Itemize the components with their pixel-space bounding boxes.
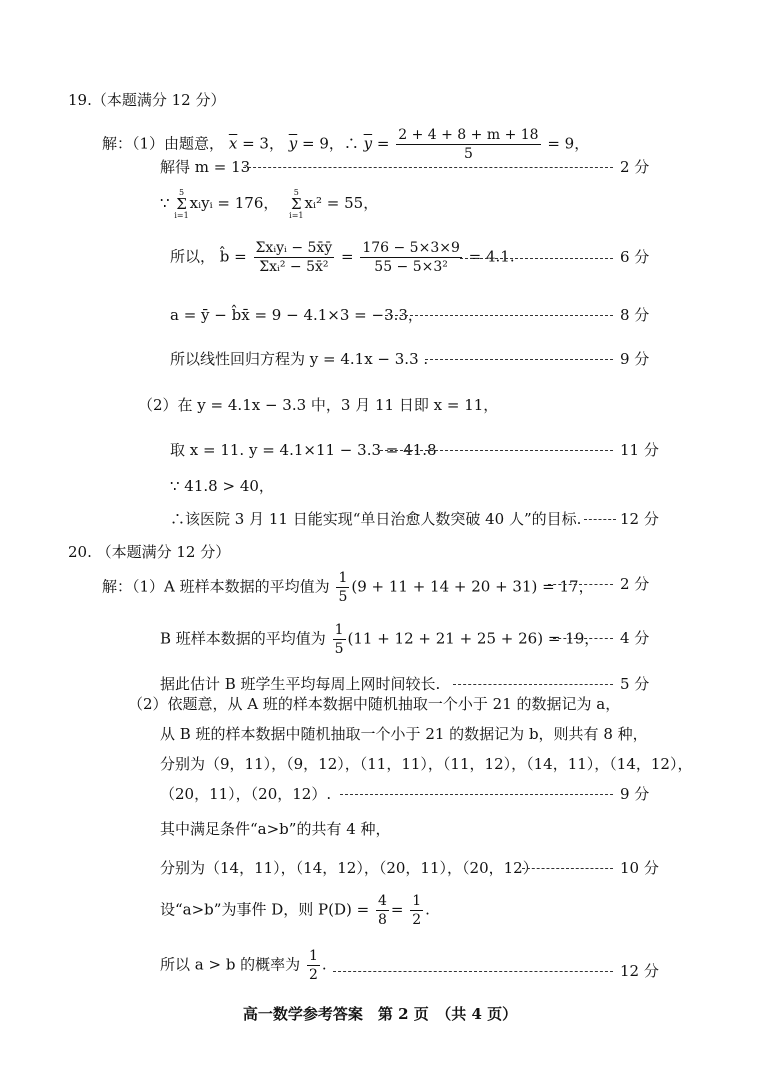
q19-b-prefix: 所以，	[170, 247, 216, 266]
q20-a-fraction	[336, 570, 349, 605]
q19-frac-den: 5	[463, 146, 473, 162]
q19-ybar2: $\overline{y}$	[363, 134, 373, 153]
sigma-icon: 5 Σ i=1	[289, 188, 304, 220]
q19-m-points: 2 分	[620, 158, 650, 176]
leader-dots	[333, 971, 613, 972]
q20-b-fraction	[333, 622, 346, 657]
q20-p2-line4: （20，11），（20，12）.	[160, 785, 332, 803]
q19-concl-line: ∴该医院 3 月 11 日能实现“单日治愈人数突破 40 人”的目标.	[170, 510, 582, 528]
q19-b-f1-den: Σxᵢ² − 5x̄²	[259, 259, 329, 275]
q19-sum-x2: xᵢ² = 55，	[304, 194, 379, 212]
leader-dots	[380, 450, 613, 451]
q20-p2-points: 9 分	[620, 785, 650, 803]
q20-a-frac-num: 1	[338, 570, 348, 586]
q20-event-frac2	[410, 893, 423, 928]
leader-dots	[553, 638, 613, 639]
q19-part1-line: 解：（1）由题意， $\overline{x} = 3$， $\overline{y} = 9$，∴ $\overline{y}$ = $\frac{2 + 4 + 8 + m + 18}{5}$ = 9，	[102, 127, 590, 162]
sigma-icon: 5 Σ i=1	[174, 188, 189, 220]
q20-a-prefix: 解：（1）A 班样本数据的平均值为	[102, 577, 330, 596]
q20-a-points: 2 分	[620, 575, 650, 593]
q20-a-expr: (9 + 11 + 14 + 20 + 31) = 17，	[351, 577, 594, 596]
q20-prob-num: 1	[308, 948, 318, 964]
q20-event-eq: =	[390, 900, 404, 919]
q20-prob-points: 12 分	[620, 962, 659, 980]
q20-a-frac-den: 5	[338, 589, 348, 605]
q19-sum-xy: xᵢyᵢ = 176，	[189, 194, 279, 212]
leader-dots	[460, 258, 613, 259]
q19-concl-points: 12 分	[620, 510, 659, 528]
leader-dots	[522, 868, 613, 869]
q20-list-line: 分别为（14，11），（14，12），（20，11），（20，12）	[160, 859, 538, 877]
q20-prob-end: .	[321, 955, 327, 974]
q19-mean-fraction	[396, 127, 540, 162]
q19-b-hat: b̂ =	[219, 247, 247, 266]
q20-header: 20. （本题满分 12 分）	[68, 543, 231, 561]
leader-dots	[385, 315, 613, 316]
q19-b-fraction2	[360, 240, 462, 275]
q19-a-line: a = ȳ − b̂x̄ = 9 − 4.1×3 = −3.3，	[170, 306, 423, 324]
q20-prob-den: 2	[308, 967, 318, 983]
leader-dots	[453, 684, 613, 685]
q20-event-prefix: 设“a>b”为事件 D，则 P(D) =	[160, 900, 370, 919]
q19-frac-eq: = 9，	[542, 134, 590, 153]
leader-dots	[340, 794, 613, 795]
q19-a-points: 8 分	[620, 306, 650, 324]
q20-cond-line: 其中满足条件“a>b”的共有 4 种，	[160, 820, 391, 838]
q19-sol-label: 解：（1）由题意，	[102, 134, 225, 153]
q19-b-result: = 4.1.	[463, 247, 515, 266]
q20-event-f1-den: 8	[377, 912, 387, 928]
q20-p2-line3: 分别为（9，11），（9，12），（11，11），（11，12），（14，11），（14，12），	[160, 755, 693, 773]
q20-est-line: 据此估计 B 班学生平均每周上网时间较长.	[160, 675, 441, 693]
q19-b-points: 6 分	[620, 248, 650, 266]
leader-dots	[425, 359, 613, 360]
q19-sums-line	[160, 188, 378, 220]
q19-b-f2-num: 176 − 5×3×9	[362, 240, 460, 256]
q20-b-frac-den: 5	[334, 641, 344, 657]
q19-because: ∵	[160, 194, 175, 212]
q19-b-f1-num: Σxᵢyᵢ − 5x̄ȳ	[255, 240, 333, 256]
q20-p2-line1: （2）依题意，从 A 班的样本数据中随机抽取一个小于 21 的数据记为 a，	[128, 695, 621, 713]
q20-prob-prefix: 所以 a > b 的概率为	[160, 955, 301, 974]
q20-prob-line	[160, 948, 327, 983]
q19-part2-line: （2）在 y = 4.1x − 3.3 中，3 月 11 日即 x = 11，	[138, 396, 499, 414]
q20-event-f2-num: 1	[412, 893, 422, 909]
q19-take-points: 11 分	[620, 441, 659, 459]
q20-b-expr: (11 + 12 + 21 + 25 + 26) = 19，	[347, 629, 600, 648]
q19-b-line: 所以， b̂ = $\frac{\text{Σxᵢyᵢ − 5x̄ȳ}}{\text{Σxᵢ² − 5x̄²}}$ = $\frac{176 - 5\times 3\times 9}{\text{55 − 5×3²}}$ = 4.1.	[170, 240, 515, 275]
q19-header: 19.（本题满分 12 分）	[68, 91, 226, 109]
q19-ybar: $\overline{y}$	[288, 134, 298, 153]
q20-event-f2-den: 2	[412, 912, 422, 928]
q20-event-end: .	[425, 900, 430, 919]
leader-dots	[243, 167, 613, 168]
q20-b-points: 4 分	[620, 629, 650, 647]
q20-est-points: 5 分	[620, 675, 650, 693]
q20-b-line	[160, 622, 599, 657]
q19-xbar-eq: = 3，	[237, 134, 284, 153]
q20-b-frac-num: 1	[334, 622, 344, 638]
q20-a-line	[102, 570, 594, 605]
page-footer: 高一数学参考答案 第 2 页 （共 4 页）	[242, 1005, 518, 1023]
q19-b-fraction1	[254, 240, 335, 275]
q20-prob-frac	[307, 948, 320, 983]
q19-eq-points: 9 分	[620, 350, 650, 368]
q20-event-f1-num: 4	[377, 893, 387, 909]
q19-ybar-eq: = 9，∴	[297, 134, 364, 153]
q19-take-line: 取 x = 11. y = 4.1×11 − 3.3 = 41.8	[170, 441, 437, 459]
q20-list-points: 10 分	[620, 859, 659, 877]
q19-m-line: 解得 m = 13	[160, 158, 251, 176]
q20-p2-line2: 从 B 班的样本数据中随机抽取一个小于 21 的数据记为 b，则共有 8 种，	[160, 725, 648, 743]
q20-b-prefix: B 班样本数据的平均值为	[160, 629, 326, 648]
q19-eq-line: 所以线性回归方程为 y = 4.1x − 3.3 .	[170, 350, 429, 368]
q20-event-line	[160, 893, 430, 928]
q19-cmp-line: ∵ 41.8 > 40，	[170, 477, 274, 495]
leader-dots	[584, 519, 616, 520]
q19-frac-num: 2 + 4 + 8 + m + 18	[398, 127, 539, 143]
leader-dots	[548, 584, 613, 585]
q19-xbar: $\overline{x}$	[228, 134, 238, 153]
q20-event-frac1	[376, 893, 389, 928]
q19-b-f2-den: 55 − 5×3²	[374, 259, 448, 275]
